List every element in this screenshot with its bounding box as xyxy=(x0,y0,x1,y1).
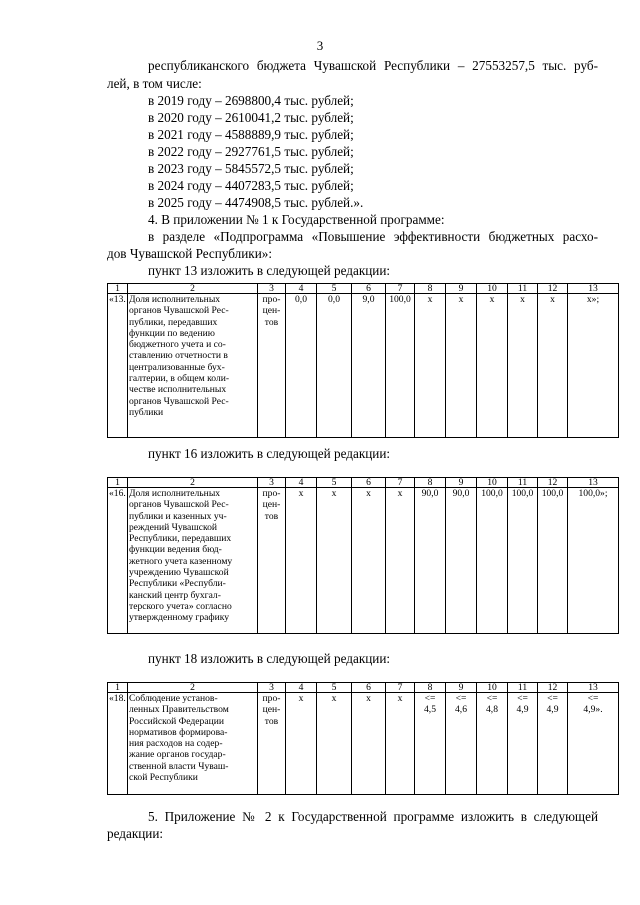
col-header: 6 xyxy=(352,284,386,294)
value-cell: х xyxy=(477,294,508,438)
value-cell: х xyxy=(317,693,352,795)
value-cell: х xyxy=(538,294,568,438)
year-line: в 2024 году – 4407283,5 тыс. рублей; xyxy=(148,178,354,193)
value-cell: 100,0 xyxy=(508,488,538,634)
year-line: в 2022 году – 2927761,5 тыс. рублей; xyxy=(148,144,354,159)
col-header: 5 xyxy=(317,284,352,294)
col-header: 8 xyxy=(415,478,446,488)
col-header: 13 xyxy=(568,478,619,488)
year-line: в 2025 году – 4474908,5 тыс. рублей.». xyxy=(148,195,364,210)
col-header: 12 xyxy=(538,683,568,693)
col-header: 13 xyxy=(568,683,619,693)
col-header: 10 xyxy=(477,683,508,693)
col-header: 7 xyxy=(386,683,415,693)
value-cell: х xyxy=(508,294,538,438)
value-cell: <= 4,6 xyxy=(446,693,477,795)
col-header: 4 xyxy=(286,478,317,488)
value-cell: 90,0 xyxy=(446,488,477,634)
col-header: 13 xyxy=(568,284,619,294)
row-number: «16. xyxy=(108,488,128,634)
unit-cell: про- цен- тов xyxy=(258,294,286,438)
table-row xyxy=(108,294,619,438)
col-header: 11 xyxy=(508,478,538,488)
header-row xyxy=(108,683,619,693)
value-cell: х xyxy=(286,488,317,634)
col-header: 6 xyxy=(352,683,386,693)
paragraph-5-line-1: 5. Приложение № 2 к Государственной программе изложить в следующей xyxy=(148,809,598,824)
paragraph-4-line-3: дов Чувашской Республики»: xyxy=(107,246,273,261)
col-header: 7 xyxy=(386,478,415,488)
value-cell: х xyxy=(415,294,446,438)
indicator-table-16 xyxy=(107,477,619,634)
value-cell: 100,0»; xyxy=(568,488,619,634)
col-header: 9 xyxy=(446,478,477,488)
col-header: 1 xyxy=(108,284,128,294)
value-cell: 100,0 xyxy=(538,488,568,634)
col-header: 7 xyxy=(386,284,415,294)
col-header: 11 xyxy=(508,683,538,693)
indicator-description: Доля исполнительных органов Чувашской Рес- публики и казенных уч- реждений Чувашской Республики, передавших функции ведения бюд- жетного учета казенному учреждению Чувашской Республики «Республи- канский центр бухгал- терского учета» согласно утвержденному графику xyxy=(128,488,258,634)
table-caption: пункт 18 изложить в следующей редакции: xyxy=(148,651,391,666)
value-cell: <= 4,9 xyxy=(538,693,568,795)
value-cell: 9,0 xyxy=(352,294,386,438)
table-row xyxy=(108,488,619,634)
intro-line-1: республиканского бюджета Чувашской Республики – 27553257,5 тыс. руб- xyxy=(148,58,598,73)
unit-cell: про- цен- тов xyxy=(258,693,286,795)
value-cell: 90,0 xyxy=(415,488,446,634)
value-cell: 100,0 xyxy=(477,488,508,634)
table-caption: пункт 13 изложить в следующей редакции: xyxy=(148,263,391,278)
col-header: 3 xyxy=(258,478,286,488)
header-row xyxy=(108,284,619,294)
value-cell: х xyxy=(286,693,317,795)
value-cell: х xyxy=(352,693,386,795)
indicator-description: Соблюдение установ- ленных Правительством Российской Федерации нормативов формирова- ния расходов на содер- жание органов государ- ственной власти Чуваш- ской Республики xyxy=(128,693,258,795)
value-cell: х xyxy=(386,488,415,634)
value-cell: х xyxy=(446,294,477,438)
col-header: 12 xyxy=(538,284,568,294)
intro-line-2: лей, в том числе: xyxy=(107,76,202,91)
col-header: 3 xyxy=(258,284,286,294)
value-cell: х xyxy=(317,488,352,634)
col-header: 6 xyxy=(352,478,386,488)
col-header: 12 xyxy=(538,478,568,488)
paragraph-4-line-1: 4. В приложении № 1 к Государственной программе: xyxy=(148,212,445,227)
col-header: 10 xyxy=(477,284,508,294)
value-cell: х»; xyxy=(568,294,619,438)
year-line: в 2021 году – 4588889,9 тыс. рублей; xyxy=(148,127,354,142)
paragraph-4-line-2: в разделе «Подпрограмма «Повышение эффективности бюджетных расхо- xyxy=(148,229,598,244)
col-header: 3 xyxy=(258,683,286,693)
year-line: в 2020 году – 2610041,2 тыс. рублей; xyxy=(148,110,354,125)
value-cell: 0,0 xyxy=(317,294,352,438)
col-header: 9 xyxy=(446,284,477,294)
col-header: 11 xyxy=(508,284,538,294)
value-cell: 0,0 xyxy=(286,294,317,438)
col-header: 1 xyxy=(108,683,128,693)
value-cell: 100,0 xyxy=(386,294,415,438)
table-caption: пункт 16 изложить в следующей редакции: xyxy=(148,446,391,461)
col-header: 9 xyxy=(446,683,477,693)
value-cell: <= 4,9». xyxy=(568,693,619,795)
col-header: 5 xyxy=(317,478,352,488)
value-cell: х xyxy=(352,488,386,634)
header-row xyxy=(108,478,619,488)
col-header: 8 xyxy=(415,683,446,693)
table-row xyxy=(108,693,619,795)
col-header: 2 xyxy=(128,284,258,294)
value-cell: <= 4,9 xyxy=(508,693,538,795)
paragraph-5-line-2: редакции: xyxy=(107,826,164,841)
unit-cell: про- цен- тов xyxy=(258,488,286,634)
col-header: 1 xyxy=(108,478,128,488)
year-line: в 2019 году – 2698800,4 тыс. рублей; xyxy=(148,93,354,108)
col-header: 5 xyxy=(317,683,352,693)
year-line: в 2023 году – 5845572,5 тыс. рублей; xyxy=(148,161,354,176)
value-cell: <= 4,8 xyxy=(477,693,508,795)
col-header: 10 xyxy=(477,478,508,488)
value-cell: <= 4,5 xyxy=(415,693,446,795)
indicator-description: Доля исполнительных органов Чувашской Рес- публики, передавших функции по ведению бюджетного учета и со- ставлению отчетности в централизованные бух- галтерии, в общем коли- честве исполнительных органов Чувашской Рес- публики xyxy=(128,294,258,438)
page-number: 3 xyxy=(316,38,324,53)
indicator-table-18 xyxy=(107,682,619,795)
col-header: 2 xyxy=(128,478,258,488)
row-number: «13. xyxy=(108,294,128,438)
indicator-table-13 xyxy=(107,283,619,438)
col-header: 4 xyxy=(286,683,317,693)
col-header: 2 xyxy=(128,683,258,693)
row-number: «18. xyxy=(108,693,128,795)
value-cell: х xyxy=(386,693,415,795)
col-header: 8 xyxy=(415,284,446,294)
col-header: 4 xyxy=(286,284,317,294)
